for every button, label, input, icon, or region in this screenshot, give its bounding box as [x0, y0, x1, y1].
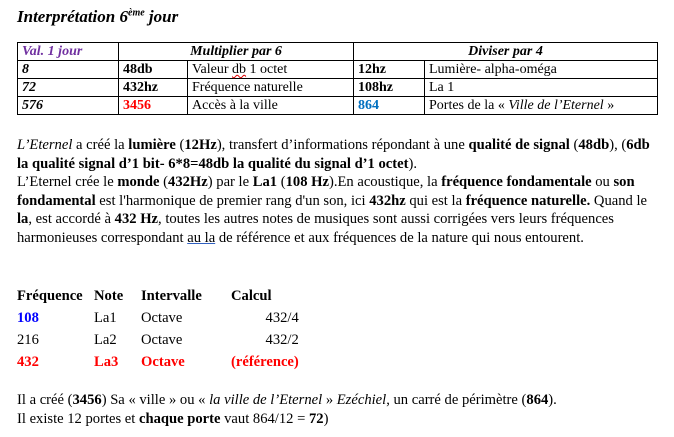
- cell-calcul: 432/2: [265, 332, 299, 348]
- cell-div: 12hz: [354, 61, 425, 79]
- cell-div: 108hz: [354, 79, 425, 97]
- cell-div-desc: La 1: [425, 79, 658, 97]
- paragraph-block-2: L’Eternel crée le monde (432Hz) par le La1 (108 Hz).En acoustique, la fréquence fondamentale ou son fondamental est l'harmonique de premier rang d'un son, ici 432hz qui est la fréquence naturelle. Quand le la, est accordé à 432 Hz, toutes les autres notes de musiques sont aussi corrigées vers leurs fréquences harmonieuses correspondant au la de référence et aux fréquences de la nature qui nous entourent.: [17, 174, 648, 246]
- cell-frequence: 108: [17, 310, 39, 326]
- cell-div: 864: [354, 97, 425, 115]
- cell-mult: 3456: [119, 97, 188, 115]
- footer-line-1: Il a créé (3456) Sa « ville » ou « la ville de l’Eternel » Ezéchiel, un carré de périmètre (864).: [17, 392, 557, 408]
- cell-val: 576: [18, 97, 119, 115]
- frequency-table-header: [17, 285, 299, 307]
- cell-mult-desc: Fréquence naturelle: [188, 79, 354, 97]
- header-calcul: Calcul: [231, 288, 272, 304]
- table-row: [17, 307, 299, 329]
- cell-intervalle: Octave: [141, 310, 183, 326]
- header-val-1-jour: Val. 1 jour: [18, 43, 119, 61]
- cell-frequence: 216: [17, 332, 39, 348]
- table-row: [18, 61, 658, 79]
- cell-val: 8: [18, 61, 119, 79]
- spellcheck-word: db: [232, 62, 247, 77]
- explanation-paragraph: [17, 136, 657, 248]
- title-tail: jour: [144, 7, 179, 26]
- cell-calcul: (référence): [231, 354, 299, 370]
- footer-paragraph: [17, 391, 657, 429]
- values-table: [17, 42, 658, 115]
- title-superscript: ème: [128, 7, 145, 19]
- paragraph-block-1: L’Eternel a créé la lumière (12Hz), transfert d’informations répondant à une qualité de signal (48db), (6db la qualité signal d’1 bit- 6*8=48db la qualité du signal d’1 octet).: [17, 137, 650, 172]
- header-frequence: Fréquence: [17, 288, 83, 304]
- header-intervalle: Intervalle: [141, 288, 202, 304]
- cell-note: La1: [94, 310, 117, 326]
- cell-mult: 432hz: [119, 79, 188, 97]
- header-diviser: Diviser par 4: [354, 43, 658, 61]
- grammar-mark: au la: [187, 229, 216, 246]
- table-row: [17, 329, 299, 351]
- header-multiplier: Multiplier par 6: [119, 43, 354, 61]
- cell-val: 72: [18, 79, 119, 97]
- cell-calcul: 432/4: [265, 310, 299, 326]
- frequency-table: [17, 285, 299, 373]
- cell-div-desc: Portes de la « Ville de l’Eternel »: [425, 97, 658, 115]
- cell-intervalle: Octave: [141, 332, 183, 348]
- table-row: [18, 79, 658, 97]
- cell-mult-desc: Valeur db 1 octet: [188, 61, 354, 79]
- cell-intervalle: Octave: [141, 354, 185, 370]
- footer-line-2: Il existe 12 portes et chaque porte vaut 864/12 = 72): [17, 411, 329, 427]
- page-title: [17, 7, 178, 27]
- cell-mult-desc: Accès à la ville: [188, 97, 354, 115]
- cell-note: La2: [94, 332, 117, 348]
- table-row: [18, 97, 658, 115]
- cell-frequence: 432: [17, 354, 39, 370]
- cell-note: La3: [94, 354, 119, 370]
- cell-mult: 48db: [119, 61, 188, 79]
- title-text: Interprétation 6: [17, 7, 128, 26]
- cell-div-desc: Lumière- alpha-oméga: [425, 61, 658, 79]
- table-row-reference: [17, 351, 299, 373]
- header-note: Note: [94, 288, 124, 304]
- values-table-header: [18, 43, 658, 61]
